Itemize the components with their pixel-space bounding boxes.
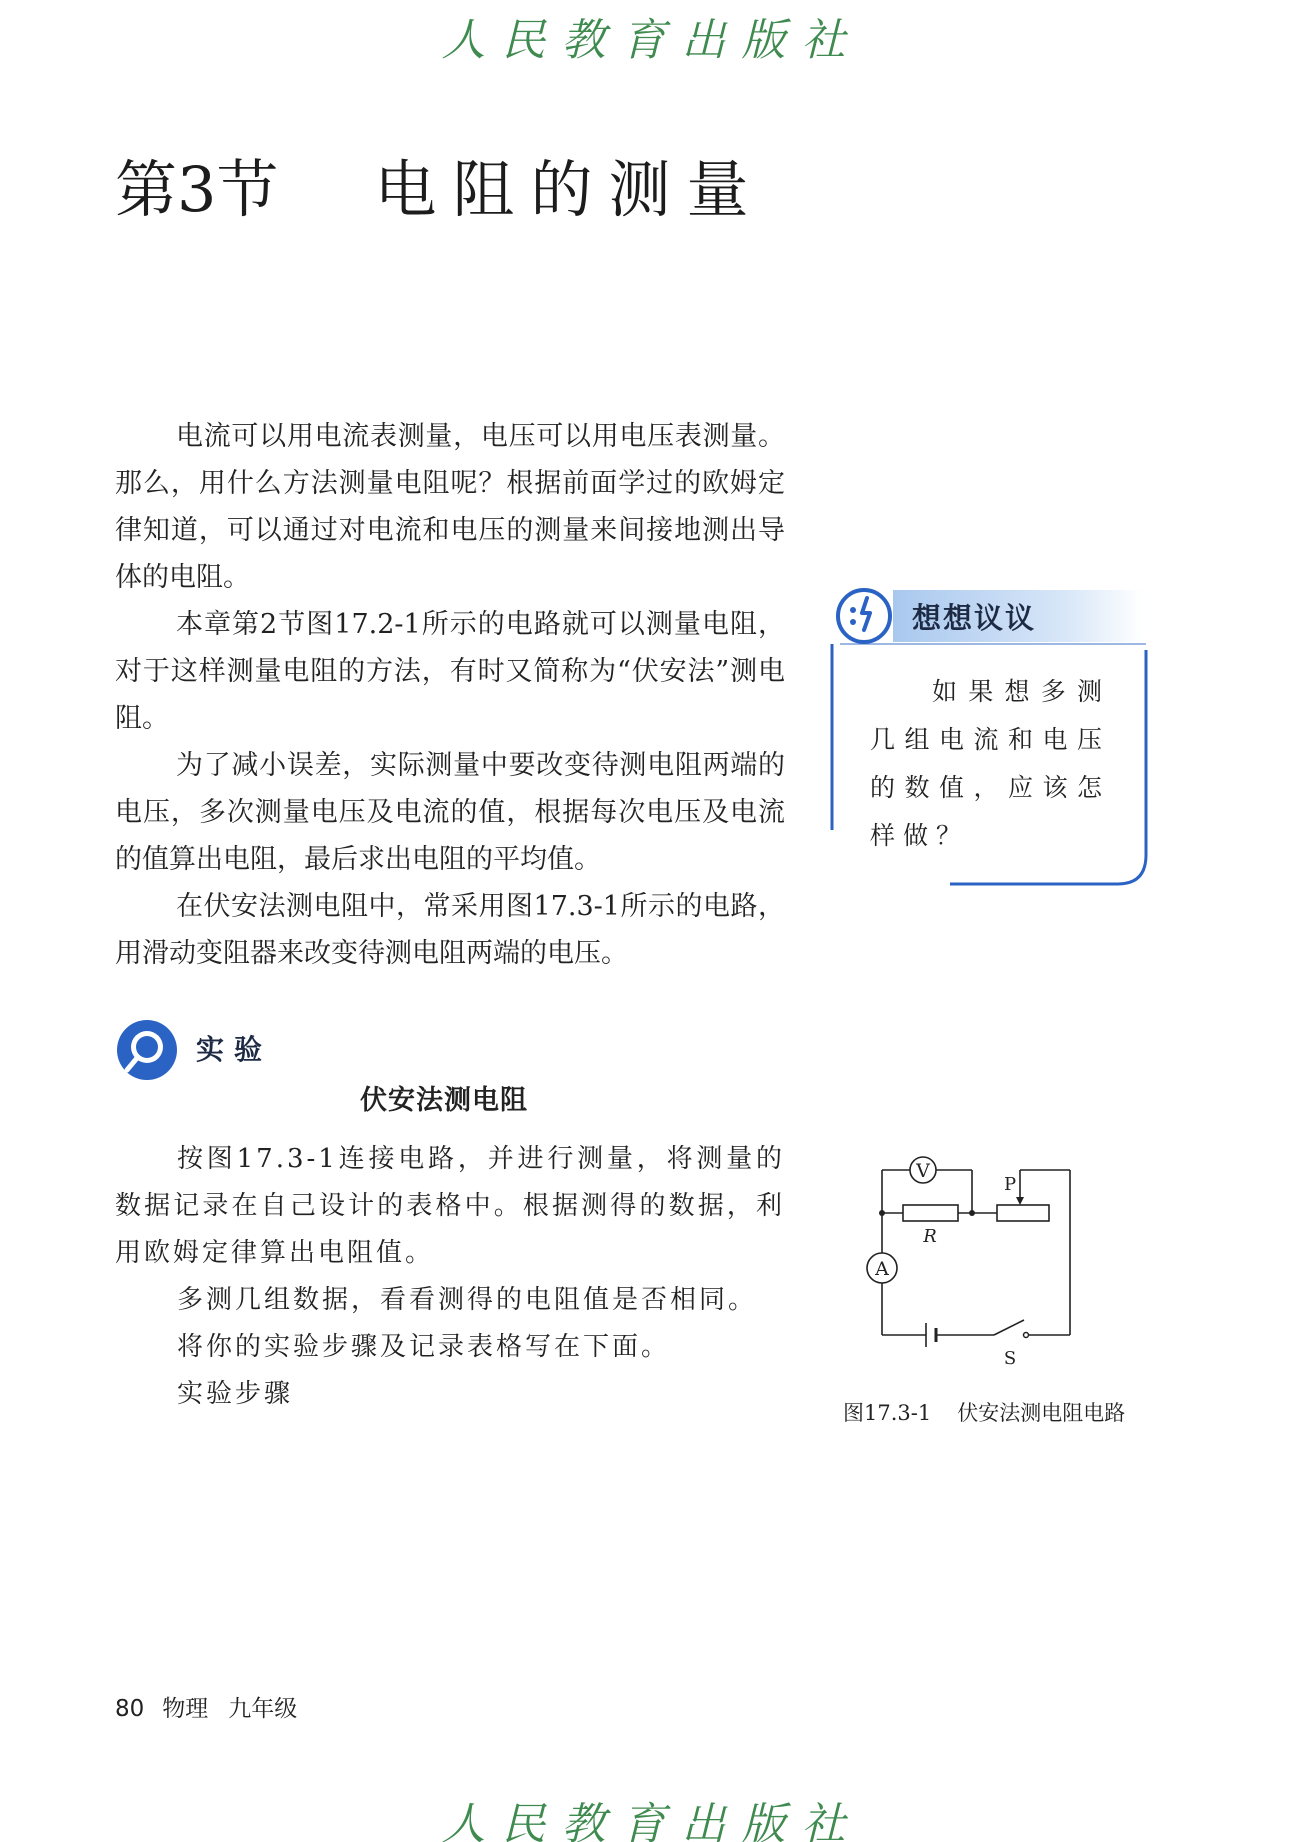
experiment-subtitle: 伏安法测电阻 [360, 1085, 528, 1116]
page-number: 80 [115, 1696, 145, 1722]
experiment-instruction: 将你的实验步骤及记录表格写在下面。 [177, 1332, 671, 1362]
experiment-label: 实验 [196, 1033, 273, 1066]
slider-label: P [1003, 1174, 1017, 1195]
section-number: 第3节 [115, 153, 279, 226]
switch-label: S [1003, 1348, 1017, 1369]
body-paragraph: 本章第2节图17.2-1所示的电路就可以测量电阻，对于这样测量电阻的方法，有时又简称为“伏安法”测电阻。 [115, 609, 785, 734]
footer-subject: 物理 [162, 1696, 209, 1722]
voltmeter-label: V [916, 1160, 930, 1182]
experiment-instruction: 按图17.3-1连接电路，并进行测量，将测量的数据记录在自己设计的表格中。根据测得的数据，利用欧姆定律算出电阻值。 [115, 1144, 785, 1268]
section-heading [115, 140, 764, 229]
body-paragraph: 为了减小误差，实际测量中要改变待测电阻两端的电压，多次测量电压及电流的值，根据每次电压及电流的值算出电阻，最后求出电阻的平均值。 [115, 750, 785, 875]
experiment-steps-heading: 实验步骤 [177, 1379, 294, 1409]
publisher-logo-bottom: 人民教育出版社 [441, 1799, 862, 1842]
figure-caption [843, 1397, 1125, 1427]
footer-grade: 九年级 [228, 1696, 298, 1722]
page-footer [115, 1690, 297, 1723]
sidebar-title: 想想议议 [912, 601, 1037, 635]
body-paragraph: 电流可以用电流表测量，电压可以用电压表测量。那么，用什么方法测量电阻呢？根据前面学过的欧姆定律知道，可以通过对电流和电压的测量来间接地测出导体的电阻。 [115, 421, 785, 593]
publisher-logo-top: 人民教育出版社 [441, 15, 862, 66]
magnifier-icon [115, 1018, 179, 1082]
figure-title: 伏安法测电阻电路 [957, 1401, 1126, 1425]
circuit-diagram [860, 1140, 1120, 1375]
experiment-instruction: 多测几组数据，看看测得的电阻值是否相同。 [177, 1285, 758, 1315]
resistor-label: R [923, 1226, 937, 1247]
sidebar-question: 如果想多测几组电流和电压的数值，应该怎样做？ [870, 677, 1110, 850]
ammeter-label: A [875, 1258, 889, 1280]
figure-number: 图17.3-1 [843, 1401, 932, 1425]
body-paragraph: 在伏安法测电阻中，常采用图17.3-1所示的电路，用滑动变阻器来改变待测电阻两端的电压。 [115, 891, 785, 969]
thinking-face-icon [834, 586, 894, 646]
section-title: 电阻的测量 [374, 153, 765, 226]
